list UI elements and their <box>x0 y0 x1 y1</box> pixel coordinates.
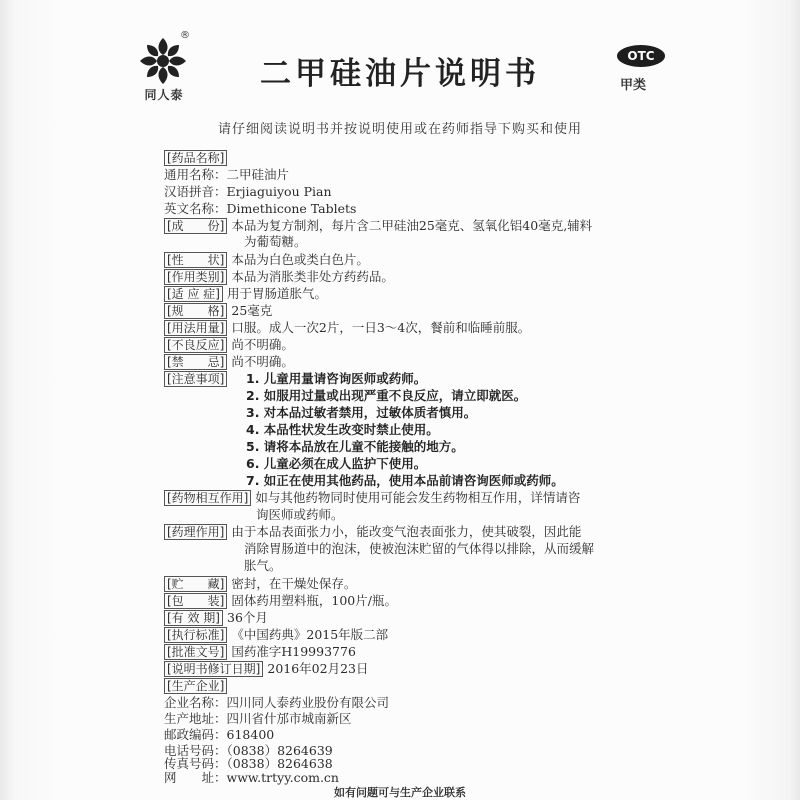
dosage-line <box>164 319 530 336</box>
section-label: [禁 忌] <box>164 354 227 370</box>
adverse-line <box>164 336 294 353</box>
section-label: [说明书修订日期] <box>164 661 263 677</box>
standard-text: 《中国药典》2015年版二部 <box>231 627 389 642</box>
revision-text: 2016年02月23日 <box>267 661 369 676</box>
section-label: [批准文号] <box>164 644 227 660</box>
validity-line <box>164 609 268 626</box>
composition-text-cont: 为葡萄糖。 <box>244 234 307 249</box>
precaution-item: 7. 如正在使用其他药品，使用本品前请咨询医师或药师。 <box>246 473 564 488</box>
precaution-item: 5. 请将本品放在儿童不能接触的地方。 <box>246 439 464 454</box>
section-label: [成 份] <box>164 218 227 234</box>
address-value: 四川省什邡市城南新区 <box>226 711 352 726</box>
fax-value: （0838）8264638 <box>226 756 333 771</box>
section-label: [包 装] <box>164 593 227 609</box>
pharmacology-line <box>164 523 581 540</box>
contraindication-text: 尚不明确。 <box>231 354 294 369</box>
pharmacology-text-cont: 消除胃肠道中的泡沫，使被泡沫贮留的气体得以排除，从而缓解 <box>244 541 595 556</box>
section-label: [作用类别] <box>164 269 227 285</box>
package-line <box>164 592 397 609</box>
fax-line: 传真号码：（0838）8264638 <box>164 756 333 771</box>
storage-text: 密封，在干燥处保存。 <box>231 576 357 591</box>
english-name-value: Dimethicone Tablets <box>226 201 357 216</box>
pharmacology-text-cont: 胀气。 <box>244 558 282 573</box>
precautions-line <box>164 370 231 387</box>
website-line: 网 址：www.trtyy.com.cn <box>164 770 339 785</box>
usage-notice: 请仔细阅读说明书并按说明使用或在药师指导下购买和使用 <box>217 122 582 137</box>
indication-text: 用于胃肠道胀气。 <box>227 286 328 301</box>
category-line <box>164 268 394 285</box>
interactions-text-cont: 询医师或药师。 <box>256 507 344 522</box>
section-label: [性 状] <box>164 252 227 268</box>
website-value[interactable]: www.trtyy.com.cn <box>226 770 339 785</box>
section-label: [药理作用] <box>164 524 227 540</box>
generic-name-value: 二甲硅油片 <box>226 167 290 182</box>
company-name-value: 四川同人泰药业股份有限公司 <box>226 695 390 710</box>
section-label: [不良反应] <box>164 337 227 353</box>
category-text: 本品为消胀类非处方药药品。 <box>231 269 394 284</box>
precaution-item: 4. 本品性状发生改变时禁止使用。 <box>246 422 439 437</box>
storage-line <box>164 575 356 592</box>
standard-line <box>164 626 388 643</box>
generic-name-line: 通用名称：二甲硅油片 <box>164 167 290 182</box>
section-label: [药物相互作用] <box>164 490 251 506</box>
interactions-text: 如与其他药物同时使用可能会发生药物相互作用，详情请咨 <box>255 490 581 505</box>
phone-value: （0838）8264639 <box>226 743 333 758</box>
specification-text: 25毫克 <box>231 303 273 318</box>
interactions-line <box>164 489 580 506</box>
specification-line <box>164 302 272 319</box>
otc-class-label: 甲类 <box>620 78 647 93</box>
section-label: [用法用量] <box>164 320 227 336</box>
drug-name-section <box>164 149 231 166</box>
composition-line <box>164 217 592 234</box>
company-logo-text: 同人泰 <box>144 88 184 102</box>
postcode-line: 邮政编码：618400 <box>164 727 275 742</box>
manufacturer-section <box>164 677 231 694</box>
pinyin-name-value: Erjiaguiyou Pian <box>226 184 332 199</box>
otc-badge: OTC <box>617 45 665 67</box>
postcode-value: 618400 <box>226 727 275 742</box>
phone-line: 电话号码：（0838）8264639 <box>164 743 333 758</box>
properties-text: 本品为白色或类白色片。 <box>231 252 369 267</box>
precaution-item: 1. 儿童用量请咨询医师或药师。 <box>246 371 427 386</box>
contraindication-line <box>164 353 294 370</box>
section-label: [有 效 期] <box>164 610 223 626</box>
registered-mark: ® <box>180 30 190 41</box>
section-label: [规 格] <box>164 303 227 319</box>
package-text: 固体药用塑料瓶，100片/瓶。 <box>231 593 397 608</box>
dosage-text: 口服。成人一次2片，一日3～4次，餐前和临睡前服。 <box>231 320 531 335</box>
precaution-item: 6. 儿童必须在成人监护下使用。 <box>246 456 427 471</box>
section-label: [药品名称] <box>164 150 227 166</box>
approval-text: 国药准字H19993776 <box>231 644 356 659</box>
indication-line <box>164 285 327 302</box>
precaution-item: 3. 对本品过敏者禁用，过敏体质者慎用。 <box>246 405 477 420</box>
validity-text: 36个月 <box>227 610 268 625</box>
pharmacology-text: 由于本品表面张力小，能改变气泡表面张力，使其破裂，因此能 <box>231 524 582 539</box>
precaution-item: 2. 如服用过量或出现严重不良反应，请立即就医。 <box>246 388 527 403</box>
english-name-line: 英文名称：Dimethicone Tablets <box>164 201 357 216</box>
composition-text: 本品为复方制剂，每片含二甲硅油25毫克、氢氧化铝40毫克,辅料 <box>231 218 593 233</box>
section-label: [贮 藏] <box>164 576 227 592</box>
company-name-line: 企业名称：四川同人泰药业股份有限公司 <box>164 695 390 710</box>
adverse-text: 尚不明确。 <box>231 337 294 352</box>
revision-line <box>164 660 369 677</box>
section-label: [适 应 症] <box>164 286 223 302</box>
section-label: [执行标准] <box>164 627 227 643</box>
address-line: 生产地址：四川省什邡市城南新区 <box>164 711 352 726</box>
approval-line <box>164 643 356 660</box>
footer-contact-note: 如有问题可与生产企业联系 <box>334 786 466 799</box>
section-label: [注意事项] <box>164 371 227 387</box>
properties-line <box>164 251 369 268</box>
page-title: 二甲硅油片说明书 <box>260 56 540 92</box>
section-label: [生产企业] <box>164 678 227 694</box>
pinyin-name-line: 汉语拼音：Erjiaguiyou Pian <box>164 184 332 199</box>
